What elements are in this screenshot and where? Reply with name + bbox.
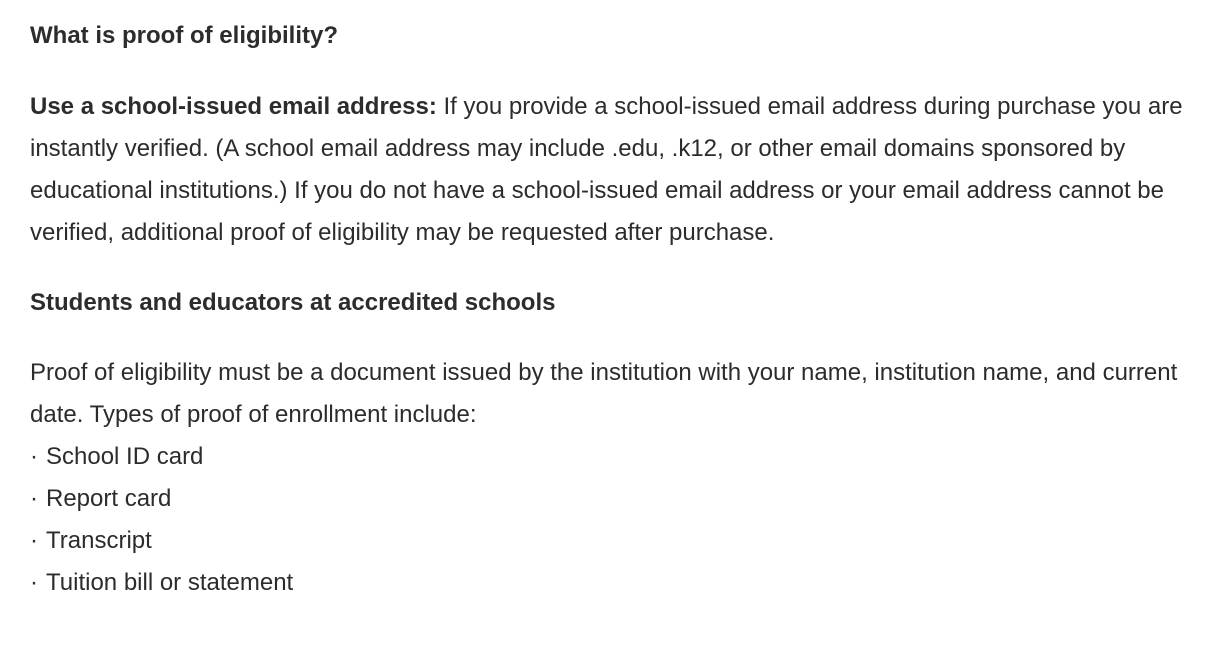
- email-paragraph-lead: Use a school-issued email address:: [30, 93, 437, 120]
- list-item-label: School ID card: [46, 443, 204, 470]
- list-item-label: Tuition bill or statement: [46, 569, 294, 596]
- list-item: [30, 436, 1210, 478]
- proof-paragraph: Proof of eligibility must be a document issued by the institution with your name, institution name, and current date. Types of proof of enrollment include:: [30, 359, 1178, 428]
- bullet-dot: ·: [30, 485, 38, 512]
- list-item: [30, 478, 1210, 520]
- list-item-label: Transcript: [46, 527, 152, 554]
- eligibility-content: [30, 17, 1210, 604]
- bullet-dot: ·: [30, 569, 38, 596]
- proof-list: [30, 436, 1210, 604]
- eligibility-heading: What is proof of eligibility?: [30, 22, 338, 49]
- list-item: [30, 520, 1210, 562]
- bullet-dot: ·: [30, 527, 38, 554]
- accredited-schools-heading: Students and educators at accredited schools: [30, 289, 556, 316]
- email-paragraph-body: If you provide a school-issued email address during purchase you are instantly verified. (A school email address may include .edu, .k12, or other email domains sponsored by educational institutions.) If you do not have a school-issued email address or your email address cannot be verified, additional proof of eligibility may be requested after purchase.: [30, 93, 1183, 246]
- list-item-label: Report card: [46, 485, 172, 512]
- email-paragraph: [30, 86, 1210, 254]
- list-item: [30, 562, 1210, 604]
- bullet-dot: ·: [30, 443, 38, 470]
